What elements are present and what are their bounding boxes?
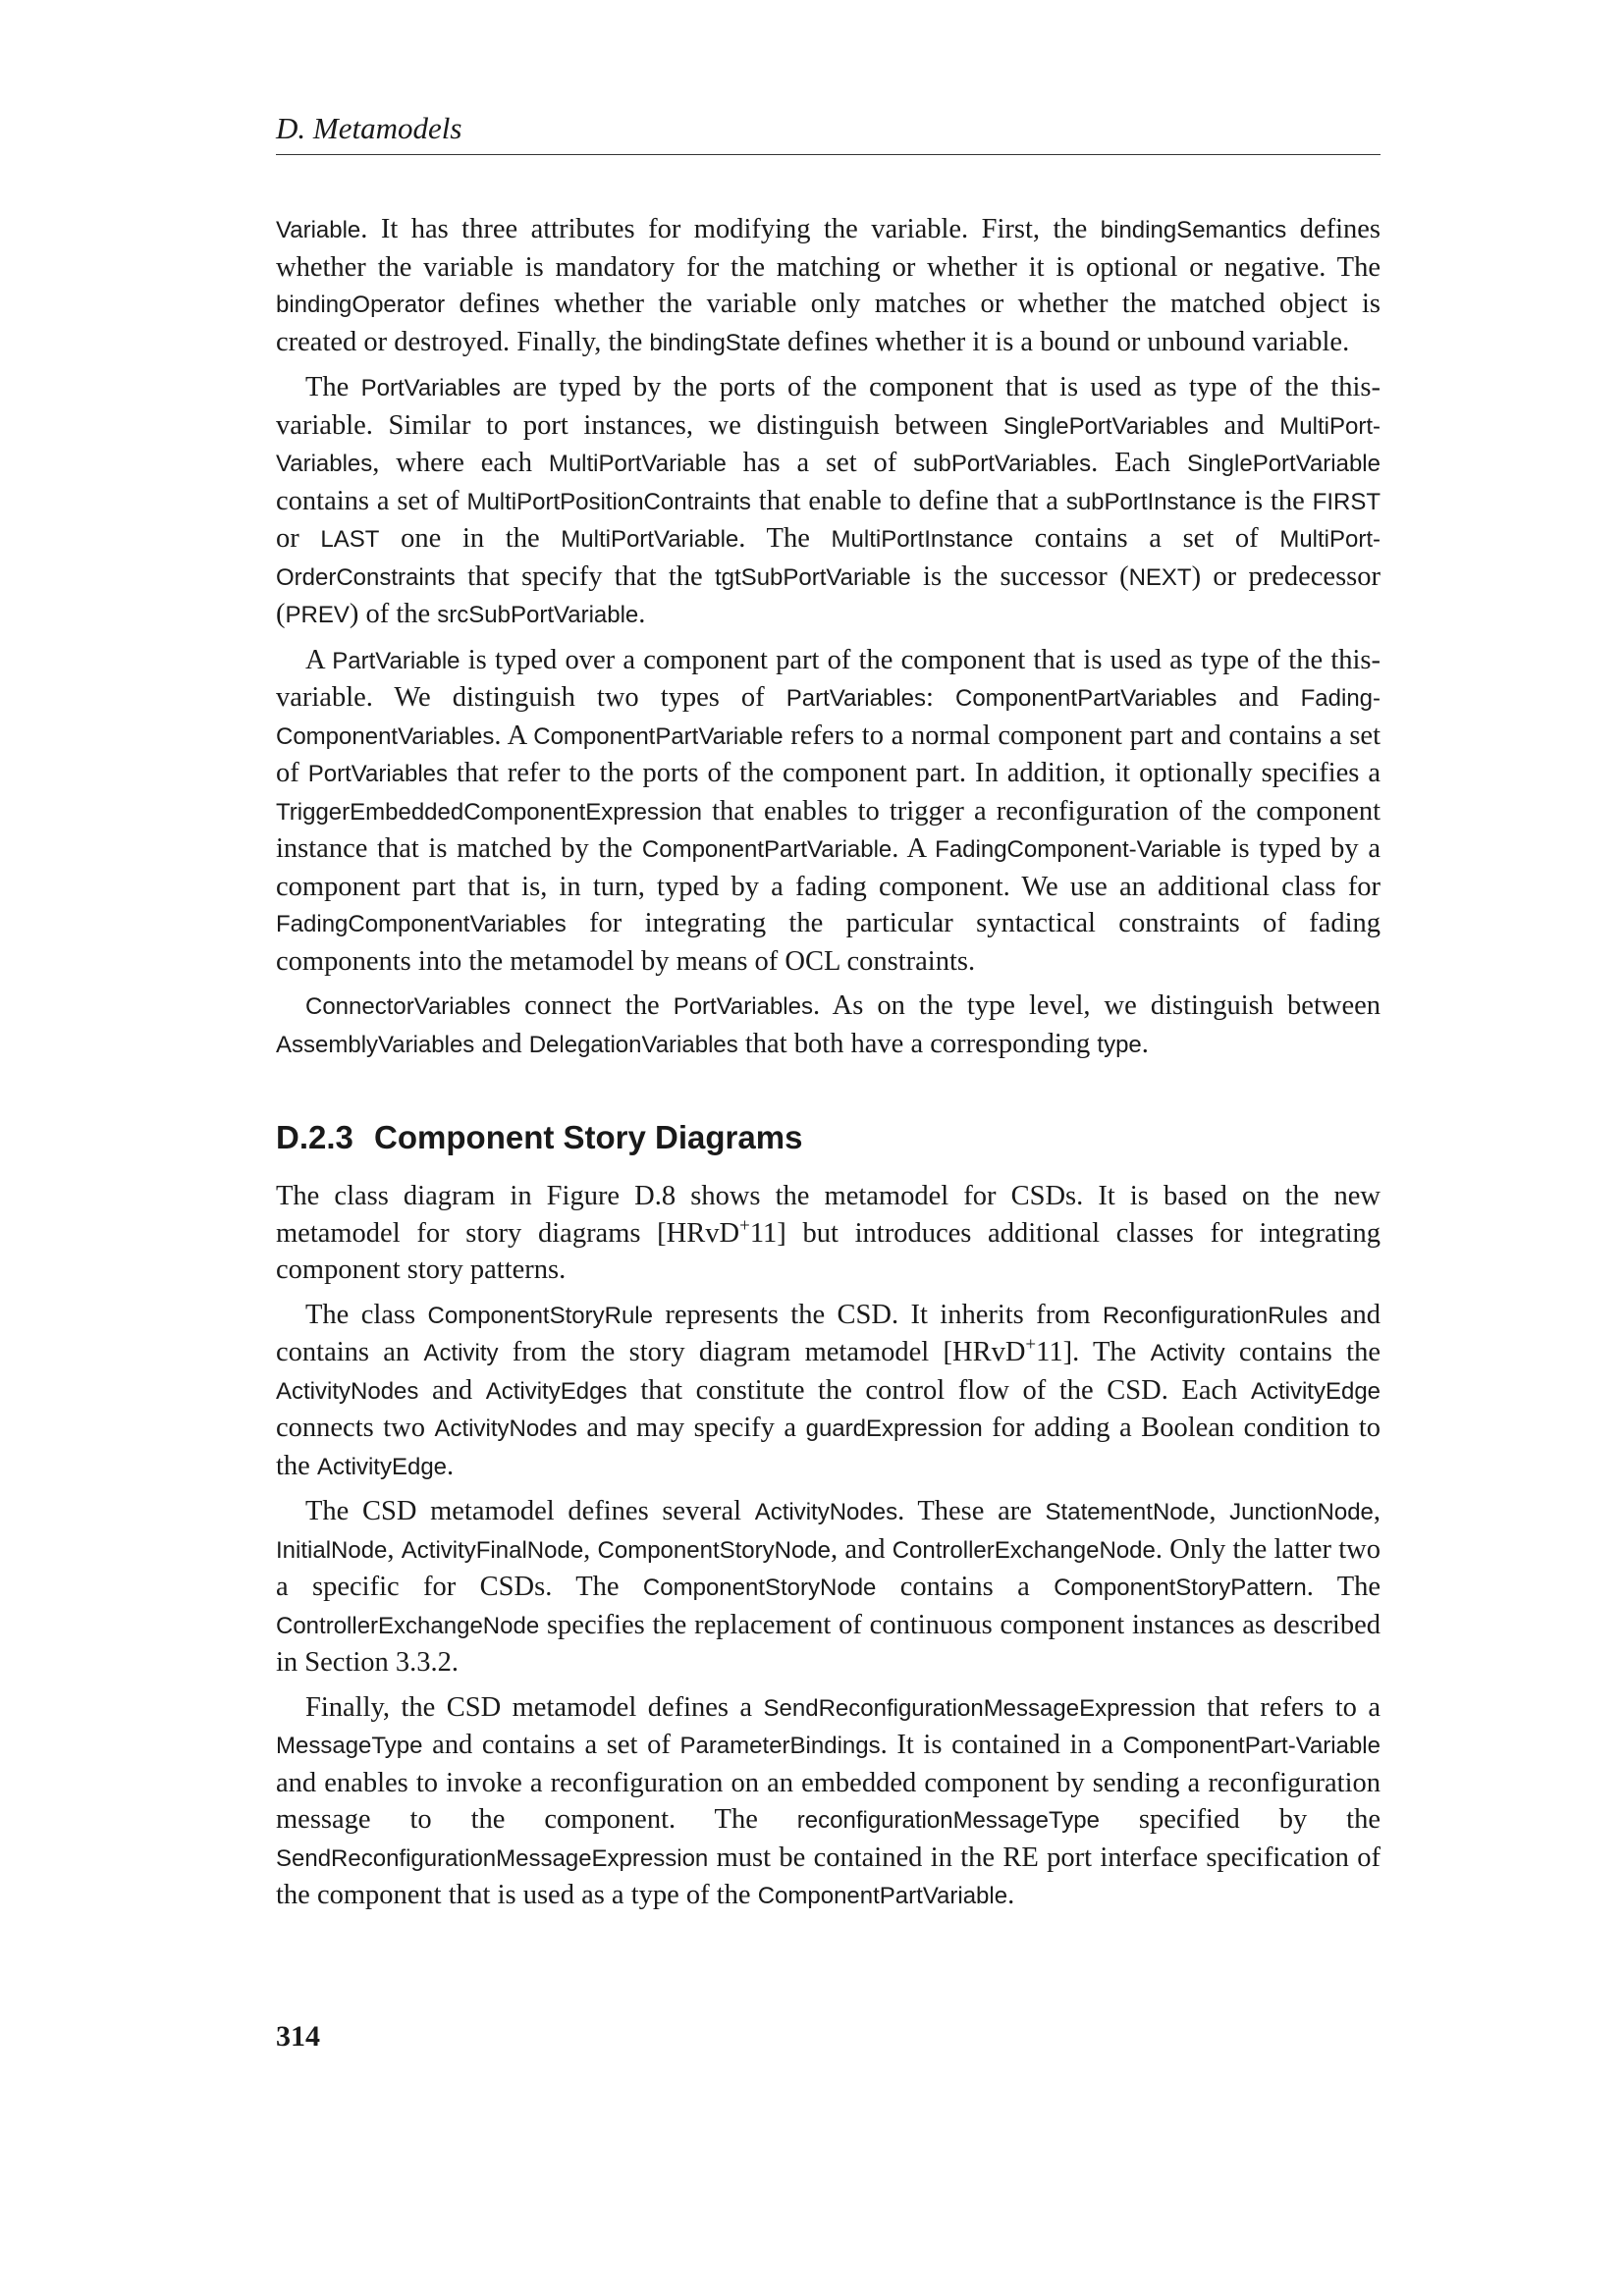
text-run: that specify that the <box>455 561 715 592</box>
text-run: . A <box>892 833 936 864</box>
code-term: ActivityFinalNode <box>401 1536 584 1564</box>
code-term: reconfigurationMessageType <box>796 1807 1100 1834</box>
text-run: that refers to a <box>1195 1691 1380 1723</box>
text-run: , <box>583 1533 598 1565</box>
text-run: that enables to trigger a reconfiguration of the component instance that is matched by the <box>276 795 1380 864</box>
text-run: . <box>638 599 646 629</box>
text-run: that both have a corresponding <box>737 1028 1098 1059</box>
text-run: , and <box>831 1533 893 1565</box>
code-term: JunctionNode <box>1229 1499 1374 1525</box>
code-term: Activity <box>1150 1340 1225 1366</box>
text-run: defines whether the variable only matches or whether the matched object is created or destroyed. Finally, the <box>276 289 1380 357</box>
code-term: ActivityEdge <box>1250 1377 1381 1405</box>
code-term: InitialNode <box>276 1536 388 1564</box>
code-term: SendReconfigurationMessageExpression <box>763 1694 1196 1722</box>
code-term: srcSubPortVariable <box>437 602 639 628</box>
paragraph <box>276 369 1380 634</box>
pre-section-text <box>276 211 1380 1063</box>
code-term: PortVariables <box>673 993 813 1020</box>
code-term: MultiPortPositionContraints <box>466 488 751 515</box>
code-term: tgtSubPortVariable <box>715 563 911 591</box>
code-term: ComponentPartVariables <box>954 685 1218 712</box>
text-run: from the story diagram metamodel [HRvD <box>498 1337 1026 1367</box>
text-run: or <box>276 523 321 554</box>
text-run: contains the <box>1224 1337 1380 1367</box>
code-term: ControllerExchangeNode <box>276 1612 540 1639</box>
text-run: . <box>1141 1028 1149 1059</box>
code-term: MultiPort-Variables <box>276 412 1380 477</box>
paragraph <box>276 211 1380 361</box>
code-term: MessageType <box>276 1733 423 1759</box>
text-run: defines whether the variable is mandatory for the matching or whether it is optional or negative. The <box>276 214 1380 283</box>
text-run: . As on the type level, we distinguish between <box>812 990 1380 1021</box>
paragraph <box>276 988 1380 1063</box>
text-run: defines whether it is a bound or unbound variable. <box>780 326 1350 357</box>
text-run: are typed by the ports of the component that is used as type of the this-variable. Similar to port instances, we distinguish between <box>276 372 1380 441</box>
text-run: that refer to the ports of the component part. In addition, it optionally specifies a <box>448 758 1380 788</box>
text-run: A <box>305 644 333 675</box>
text-run: and contains an <box>276 1299 1380 1367</box>
text-run: . Each <box>1091 448 1187 478</box>
text-run: one in the <box>379 523 562 554</box>
paragraph <box>276 1493 1380 1682</box>
text-run: and <box>418 1374 486 1406</box>
text-run: , <box>1209 1496 1230 1526</box>
text-run: . <box>447 1450 455 1481</box>
code-term: ReconfigurationRules <box>1102 1302 1328 1329</box>
text-run: for integrating the particular syntactical constraints of fading components into the metamodel by means of OCL constraints. <box>276 908 1380 977</box>
code-term: ActivityNodes <box>276 1377 419 1405</box>
code-term: Variable <box>276 217 361 243</box>
code-term: LAST <box>320 526 380 553</box>
code-term: bindingState <box>649 329 781 356</box>
text-run: . These are <box>897 1496 1046 1526</box>
paragraph <box>276 1178 1380 1289</box>
code-term: SinglePortVariable <box>1186 451 1380 477</box>
text-run: . It has three attributes for modifying the variable. First, the <box>360 214 1101 244</box>
text-run: . <box>1007 1880 1015 1910</box>
code-term: ActivityEdge <box>316 1453 448 1480</box>
text-run: is typed by a component part that is, in turn, typed by a fading component. We use an additional class for <box>276 833 1380 902</box>
code-term: FadingComponentVariables <box>276 911 567 937</box>
code-term: StatementNode <box>1045 1499 1210 1525</box>
text-run: and enables to invoke a reconfiguration on an embedded component by sending a reconfiguration message to the component. The <box>276 1767 1380 1835</box>
code-term: PREV <box>285 602 350 628</box>
text-run: : <box>926 682 955 713</box>
section-title: Component Story Diagrams <box>374 1119 803 1155</box>
text-run: ) of the <box>349 599 438 629</box>
paragraph <box>276 1689 1380 1915</box>
superscript: + <box>1025 1334 1037 1356</box>
text-run: contains a set of <box>1012 523 1280 554</box>
superscript: + <box>739 1215 750 1236</box>
text-run: contains a set of <box>276 485 467 516</box>
code-term: ComponentStoryPattern <box>1054 1575 1307 1601</box>
code-term: PartVariables <box>785 685 927 712</box>
code-term: AssemblyVariables <box>276 1031 475 1058</box>
code-term: ActivityNodes <box>434 1415 577 1442</box>
text-run: 11]. The <box>1036 1337 1151 1367</box>
code-term: PortVariables <box>307 761 449 787</box>
code-term: SinglePortVariables <box>1002 412 1209 440</box>
code-term: ComponentPartVariable <box>533 722 784 750</box>
text-run: , <box>1373 1496 1381 1526</box>
code-term: ActivityNodes <box>754 1499 898 1525</box>
text-run: . It is contained in a <box>880 1730 1123 1760</box>
text-run: , <box>387 1533 402 1565</box>
code-term: type <box>1097 1031 1142 1058</box>
paragraph <box>276 1297 1380 1486</box>
text-run: and <box>1217 682 1301 713</box>
code-term: NEXT <box>1128 563 1192 591</box>
text-run: represents the CSD. It inherits from <box>652 1299 1103 1330</box>
code-term: ActivityEdges <box>485 1377 627 1405</box>
code-term: ComponentPartVariable <box>641 836 893 863</box>
text-run: connect the <box>511 990 674 1021</box>
text-run: . The <box>1306 1572 1380 1602</box>
code-term: Fading-ComponentVariables <box>276 685 1380 750</box>
code-term: ComponentStoryNode <box>597 1536 831 1564</box>
code-term: bindingSemantics <box>1100 217 1287 243</box>
code-term: SendReconfigurationMessageExpression <box>276 1844 709 1872</box>
text-run: . A <box>494 720 534 751</box>
text-run: and contains a set of <box>422 1730 680 1760</box>
code-term: MultiPortVariable <box>561 526 739 553</box>
code-term: DelegationVariables <box>528 1031 738 1058</box>
text-run: specifies the replacement of continuous component instances as described in Section 3.3.2. <box>276 1609 1380 1678</box>
text-run: has a set of <box>726 448 914 478</box>
page-number: 314 <box>276 2020 320 2053</box>
text-run: The class <box>305 1299 428 1330</box>
page <box>276 0 1380 2296</box>
running-header: D. Metamodels <box>276 110 1380 155</box>
code-term: Activity <box>423 1340 499 1366</box>
text-run: 11] but introduces additional classes for integrating component story patterns. <box>276 1217 1380 1285</box>
text-run: The CSD metamodel defines several <box>305 1496 755 1526</box>
text-run: The <box>305 372 361 402</box>
text-run: specified by the <box>1099 1804 1380 1835</box>
text-run: is the <box>1236 485 1313 516</box>
text-run: connects two <box>276 1413 435 1443</box>
text-run: that constitute the control flow of the CSD. Each <box>626 1374 1251 1406</box>
text-run: is the successor ( <box>910 561 1129 592</box>
section-text <box>276 1178 1380 1915</box>
section-number: D.2.3 <box>276 1119 353 1155</box>
code-term: subPortVariables <box>913 451 1092 477</box>
code-term: MultiPortVariable <box>548 451 727 477</box>
text-run: is typed over a component part of the component that is used as type of the this-variable. We distinguish two types of <box>276 644 1380 713</box>
code-term: bindingOperator <box>276 292 446 318</box>
code-term: ParameterBindings <box>679 1733 881 1759</box>
text-run: for adding a Boolean condition to the <box>276 1413 1381 1481</box>
code-term: FadingComponent-Variable <box>935 836 1221 863</box>
paragraph <box>276 642 1380 981</box>
text-run: and may specify a <box>576 1413 806 1443</box>
text-run: must be contained in the RE port interface specification of the component that is used as a type of the <box>276 1842 1380 1910</box>
text-run: , where each <box>372 448 549 478</box>
code-term: MultiPortInstance <box>831 526 1013 553</box>
text-run: and <box>474 1028 529 1059</box>
code-term: ControllerExchangeNode <box>892 1536 1156 1564</box>
text-run: that enable to define that a <box>750 485 1066 516</box>
code-term: FIRST <box>1312 488 1380 515</box>
code-term: ConnectorVariables <box>305 993 512 1020</box>
text-run: contains a <box>876 1572 1055 1602</box>
text-run: . Only the latter two a specific for CSDs. The <box>276 1533 1381 1602</box>
code-term: subPortInstance <box>1065 488 1237 515</box>
code-term: ComponentPartVariable <box>757 1883 1008 1909</box>
text-run: and <box>1208 409 1280 441</box>
code-term: ComponentStoryNode <box>642 1575 877 1601</box>
code-term: PartVariable <box>332 647 460 674</box>
code-term: ComponentStoryRule <box>427 1302 653 1329</box>
code-term: ComponentPart-Variable <box>1122 1733 1380 1759</box>
text-run: The class diagram in Figure D.8 shows the metamodel for CSDs. It is based on the new metamodel for story diagrams [HRvD <box>276 1181 1380 1249</box>
code-term: MultiPort-OrderConstraints <box>276 526 1381 591</box>
text-run: Finally, the CSD metamodel defines a <box>305 1691 764 1723</box>
section-heading <box>276 1119 1380 1156</box>
text-run: refers to a normal component part and contains a set of <box>276 720 1381 788</box>
page-body <box>276 211 1380 1923</box>
text-run: ) or predecessor ( <box>276 561 1380 629</box>
code-term: guardExpression <box>805 1415 983 1442</box>
code-term: TriggerEmbeddedComponentExpression <box>276 798 703 826</box>
text-run: . The <box>738 523 832 554</box>
code-term: PortVariables <box>360 375 501 401</box>
